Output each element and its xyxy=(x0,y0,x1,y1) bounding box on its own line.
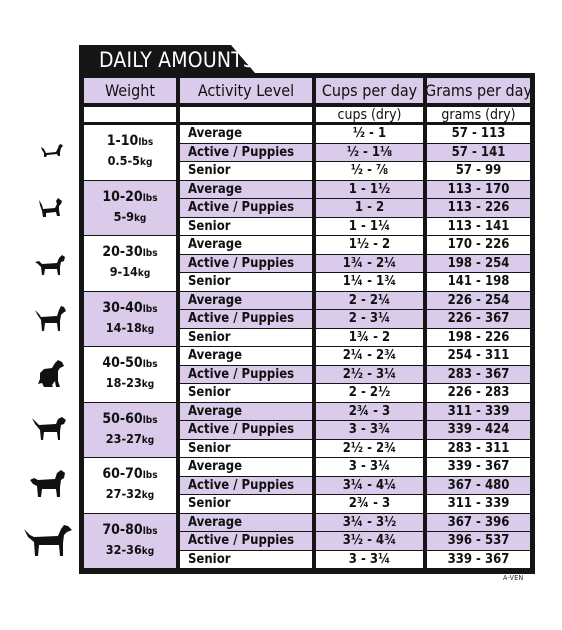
cell-activity: Active / Puppies xyxy=(180,421,312,439)
cell-cups: 1½ - 2 xyxy=(316,236,423,254)
header-weight: Weight xyxy=(84,78,176,103)
cell-grams: 198 - 226 xyxy=(427,329,530,347)
weight-lbs-value: 30-40 xyxy=(102,299,143,316)
cell-activity: Active / Puppies xyxy=(180,144,312,162)
weight-lbs-value: 20-30 xyxy=(102,244,143,261)
weight-kg xyxy=(106,430,154,450)
cell-activity: Active / Puppies xyxy=(180,477,312,495)
weight-lbs xyxy=(102,354,157,374)
weight-cell xyxy=(84,458,176,513)
weight-kg-value: 23-27 xyxy=(105,430,142,446)
cell-cups: 2¾ - 3 xyxy=(316,495,423,513)
cell-activity: Average xyxy=(180,458,312,476)
cell-cups: 3 - 3¼ xyxy=(316,551,423,569)
weight-kg-unit: kg xyxy=(141,434,155,446)
cell-cups: 2 - 3¼ xyxy=(316,310,423,328)
cell-cups: ½ - ⅞ xyxy=(316,162,423,180)
cell-cups: 3¼ - 4¼ xyxy=(316,477,423,495)
cell-grams: 170 - 226 xyxy=(427,236,530,254)
title-tab xyxy=(79,45,255,73)
weight-kg-value: 27-32 xyxy=(105,486,142,502)
cell-grams: 283 - 367 xyxy=(427,366,530,384)
weight-lbs-unit: lbs xyxy=(142,414,158,426)
cell-grams: 198 - 254 xyxy=(427,255,530,273)
cell-cups: 1¼ - 1¾ xyxy=(316,273,423,291)
cell-grams: 141 - 198 xyxy=(427,273,530,291)
cell-grams: 396 - 537 xyxy=(427,532,530,550)
cell-activity: Senior xyxy=(180,273,312,291)
header-cups: Cups per day xyxy=(316,78,423,103)
weight-lbs-value: 1-10 xyxy=(106,133,139,150)
weight-lbs-unit: lbs xyxy=(142,192,158,204)
cell-grams: 226 - 283 xyxy=(427,384,530,402)
weight-lbs-unit: lbs xyxy=(142,303,158,315)
feeding-table xyxy=(79,73,535,574)
cell-grams: 311 - 339 xyxy=(427,495,530,513)
weight-lbs-value: 10-20 xyxy=(102,188,143,205)
cell-grams: 339 - 367 xyxy=(427,458,530,476)
cell-activity: Active / Puppies xyxy=(180,255,312,273)
weight-cell xyxy=(84,236,176,291)
cell-grams: 113 - 141 xyxy=(427,218,530,236)
cell-grams: 339 - 367 xyxy=(427,551,530,569)
weight-cell xyxy=(84,347,176,402)
cell-grams: 311 - 339 xyxy=(427,403,530,421)
cell-cups: 1 - 2 xyxy=(316,199,423,217)
weight-kg-unit: kg xyxy=(140,157,153,169)
cell-activity: Senior xyxy=(180,551,312,569)
cell-activity: Senior xyxy=(180,162,312,180)
cell-cups: 1¾ - 2 xyxy=(316,329,423,347)
cell-activity: Active / Puppies xyxy=(180,366,312,384)
weight-kg-value: 32-36 xyxy=(105,541,142,557)
weight-lbs-unit: lbs xyxy=(138,137,154,149)
medium-dog-icon xyxy=(33,304,67,334)
cell-activity: Senior xyxy=(180,384,312,402)
weight-lbs xyxy=(102,410,157,430)
cell-cups: 1 - 1¼ xyxy=(316,218,423,236)
weight-kg-unit: kg xyxy=(141,379,155,391)
cell-cups: 2½ - 2¾ xyxy=(316,440,423,458)
weight-kg xyxy=(110,263,151,283)
cell-cups: 2¼ - 2¾ xyxy=(316,347,423,365)
weight-kg-value: 5-9 xyxy=(113,208,134,224)
cell-activity: Average xyxy=(180,514,312,532)
cell-cups: 2½ - 3¼ xyxy=(316,366,423,384)
weight-kg-unit: kg xyxy=(141,323,155,335)
header-activity: Activity Level xyxy=(180,78,312,103)
cell-grams: 57 - 141 xyxy=(427,144,530,162)
weight-lbs-value: 50-60 xyxy=(102,410,143,427)
cell-grams: 113 - 226 xyxy=(427,199,530,217)
cell-activity: Senior xyxy=(180,329,312,347)
cell-grams: 57 - 113 xyxy=(427,125,530,143)
weight-kg xyxy=(114,208,147,228)
weight-cell xyxy=(84,403,176,458)
cell-cups: 3¼ - 3½ xyxy=(316,514,423,532)
table-title: DAILY AMOUNTS xyxy=(99,48,256,72)
subheader-grams: grams (dry) xyxy=(427,107,530,122)
weight-cell xyxy=(84,292,176,347)
weight-lbs-value: 70-80 xyxy=(102,521,143,538)
sitting-dog-icon xyxy=(34,359,66,389)
subheader-activity xyxy=(180,107,312,122)
weight-lbs xyxy=(102,521,157,541)
weight-kg xyxy=(106,485,154,505)
cell-activity: Average xyxy=(180,236,312,254)
weight-lbs-value: 60-70 xyxy=(102,466,143,483)
beagle-icon xyxy=(33,252,67,278)
cell-grams: 367 - 480 xyxy=(427,477,530,495)
weight-cell xyxy=(84,181,176,236)
cell-cups: 3 - 3¼ xyxy=(316,458,423,476)
weight-lbs-unit: lbs xyxy=(142,525,158,537)
weight-kg xyxy=(106,319,154,339)
cell-activity: Average xyxy=(180,292,312,310)
cell-activity: Active / Puppies xyxy=(180,532,312,550)
weight-kg-value: 9-14 xyxy=(109,264,138,280)
weight-lbs xyxy=(107,132,153,152)
credit-label: A-VEN xyxy=(503,574,524,582)
subheader-cups: cups (dry) xyxy=(316,107,423,122)
weight-lbs-unit: lbs xyxy=(142,248,158,260)
weight-lbs-unit: lbs xyxy=(142,470,158,482)
header-grams: Grams per day xyxy=(427,78,530,103)
weight-kg-unit: kg xyxy=(137,268,151,280)
cell-activity: Active / Puppies xyxy=(180,310,312,328)
cell-grams: 57 - 99 xyxy=(427,162,530,180)
small-dog-icon xyxy=(38,141,64,163)
cell-cups: 3½ - 4¾ xyxy=(316,532,423,550)
weight-cell xyxy=(84,125,176,180)
cell-cups: ½ - 1⅛ xyxy=(316,144,423,162)
weight-kg-unit: kg xyxy=(141,545,155,557)
weight-cell xyxy=(84,514,176,569)
weight-kg xyxy=(108,152,153,172)
weight-lbs xyxy=(102,188,157,208)
cell-grams: 113 - 170 xyxy=(427,181,530,199)
cell-activity: Senior xyxy=(180,495,312,513)
hound-icon xyxy=(30,414,68,442)
large-dog-icon xyxy=(22,523,74,559)
subheader-weight xyxy=(84,107,176,122)
cell-cups: 3 - 3¾ xyxy=(316,421,423,439)
cell-activity: Active / Puppies xyxy=(180,199,312,217)
weight-kg xyxy=(106,541,154,561)
weight-kg-unit: kg xyxy=(133,212,147,224)
terrier-icon xyxy=(36,196,64,222)
cell-grams: 367 - 396 xyxy=(427,514,530,532)
weight-kg-unit: kg xyxy=(141,490,155,502)
cell-activity: Average xyxy=(180,347,312,365)
weight-lbs-value: 40-50 xyxy=(102,355,143,372)
cell-grams: 226 - 367 xyxy=(427,310,530,328)
cell-cups: 1¾ - 2¼ xyxy=(316,255,423,273)
cell-grams: 283 - 311 xyxy=(427,440,530,458)
cell-cups: 2¾ - 3 xyxy=(316,403,423,421)
weight-kg xyxy=(106,374,154,394)
cell-cups: 1 - 1½ xyxy=(316,181,423,199)
retriever-icon xyxy=(28,468,68,500)
cell-cups: 2 - 2½ xyxy=(316,384,423,402)
weight-lbs-unit: lbs xyxy=(142,359,158,371)
cell-activity: Average xyxy=(180,403,312,421)
cell-grams: 339 - 424 xyxy=(427,421,530,439)
cell-activity: Average xyxy=(180,125,312,143)
cell-grams: 254 - 311 xyxy=(427,347,530,365)
cell-cups: ½ - 1 xyxy=(316,125,423,143)
weight-lbs xyxy=(102,465,157,485)
cell-activity: Senior xyxy=(180,218,312,236)
cell-activity: Average xyxy=(180,181,312,199)
cell-cups: 2 - 2¼ xyxy=(316,292,423,310)
cell-grams: 226 - 254 xyxy=(427,292,530,310)
weight-kg-value: 0.5-5 xyxy=(107,153,140,169)
weight-kg-value: 18-23 xyxy=(105,375,142,391)
weight-kg-value: 14-18 xyxy=(105,319,142,335)
cell-activity: Senior xyxy=(180,440,312,458)
weight-lbs xyxy=(102,243,157,263)
weight-lbs xyxy=(102,299,157,319)
